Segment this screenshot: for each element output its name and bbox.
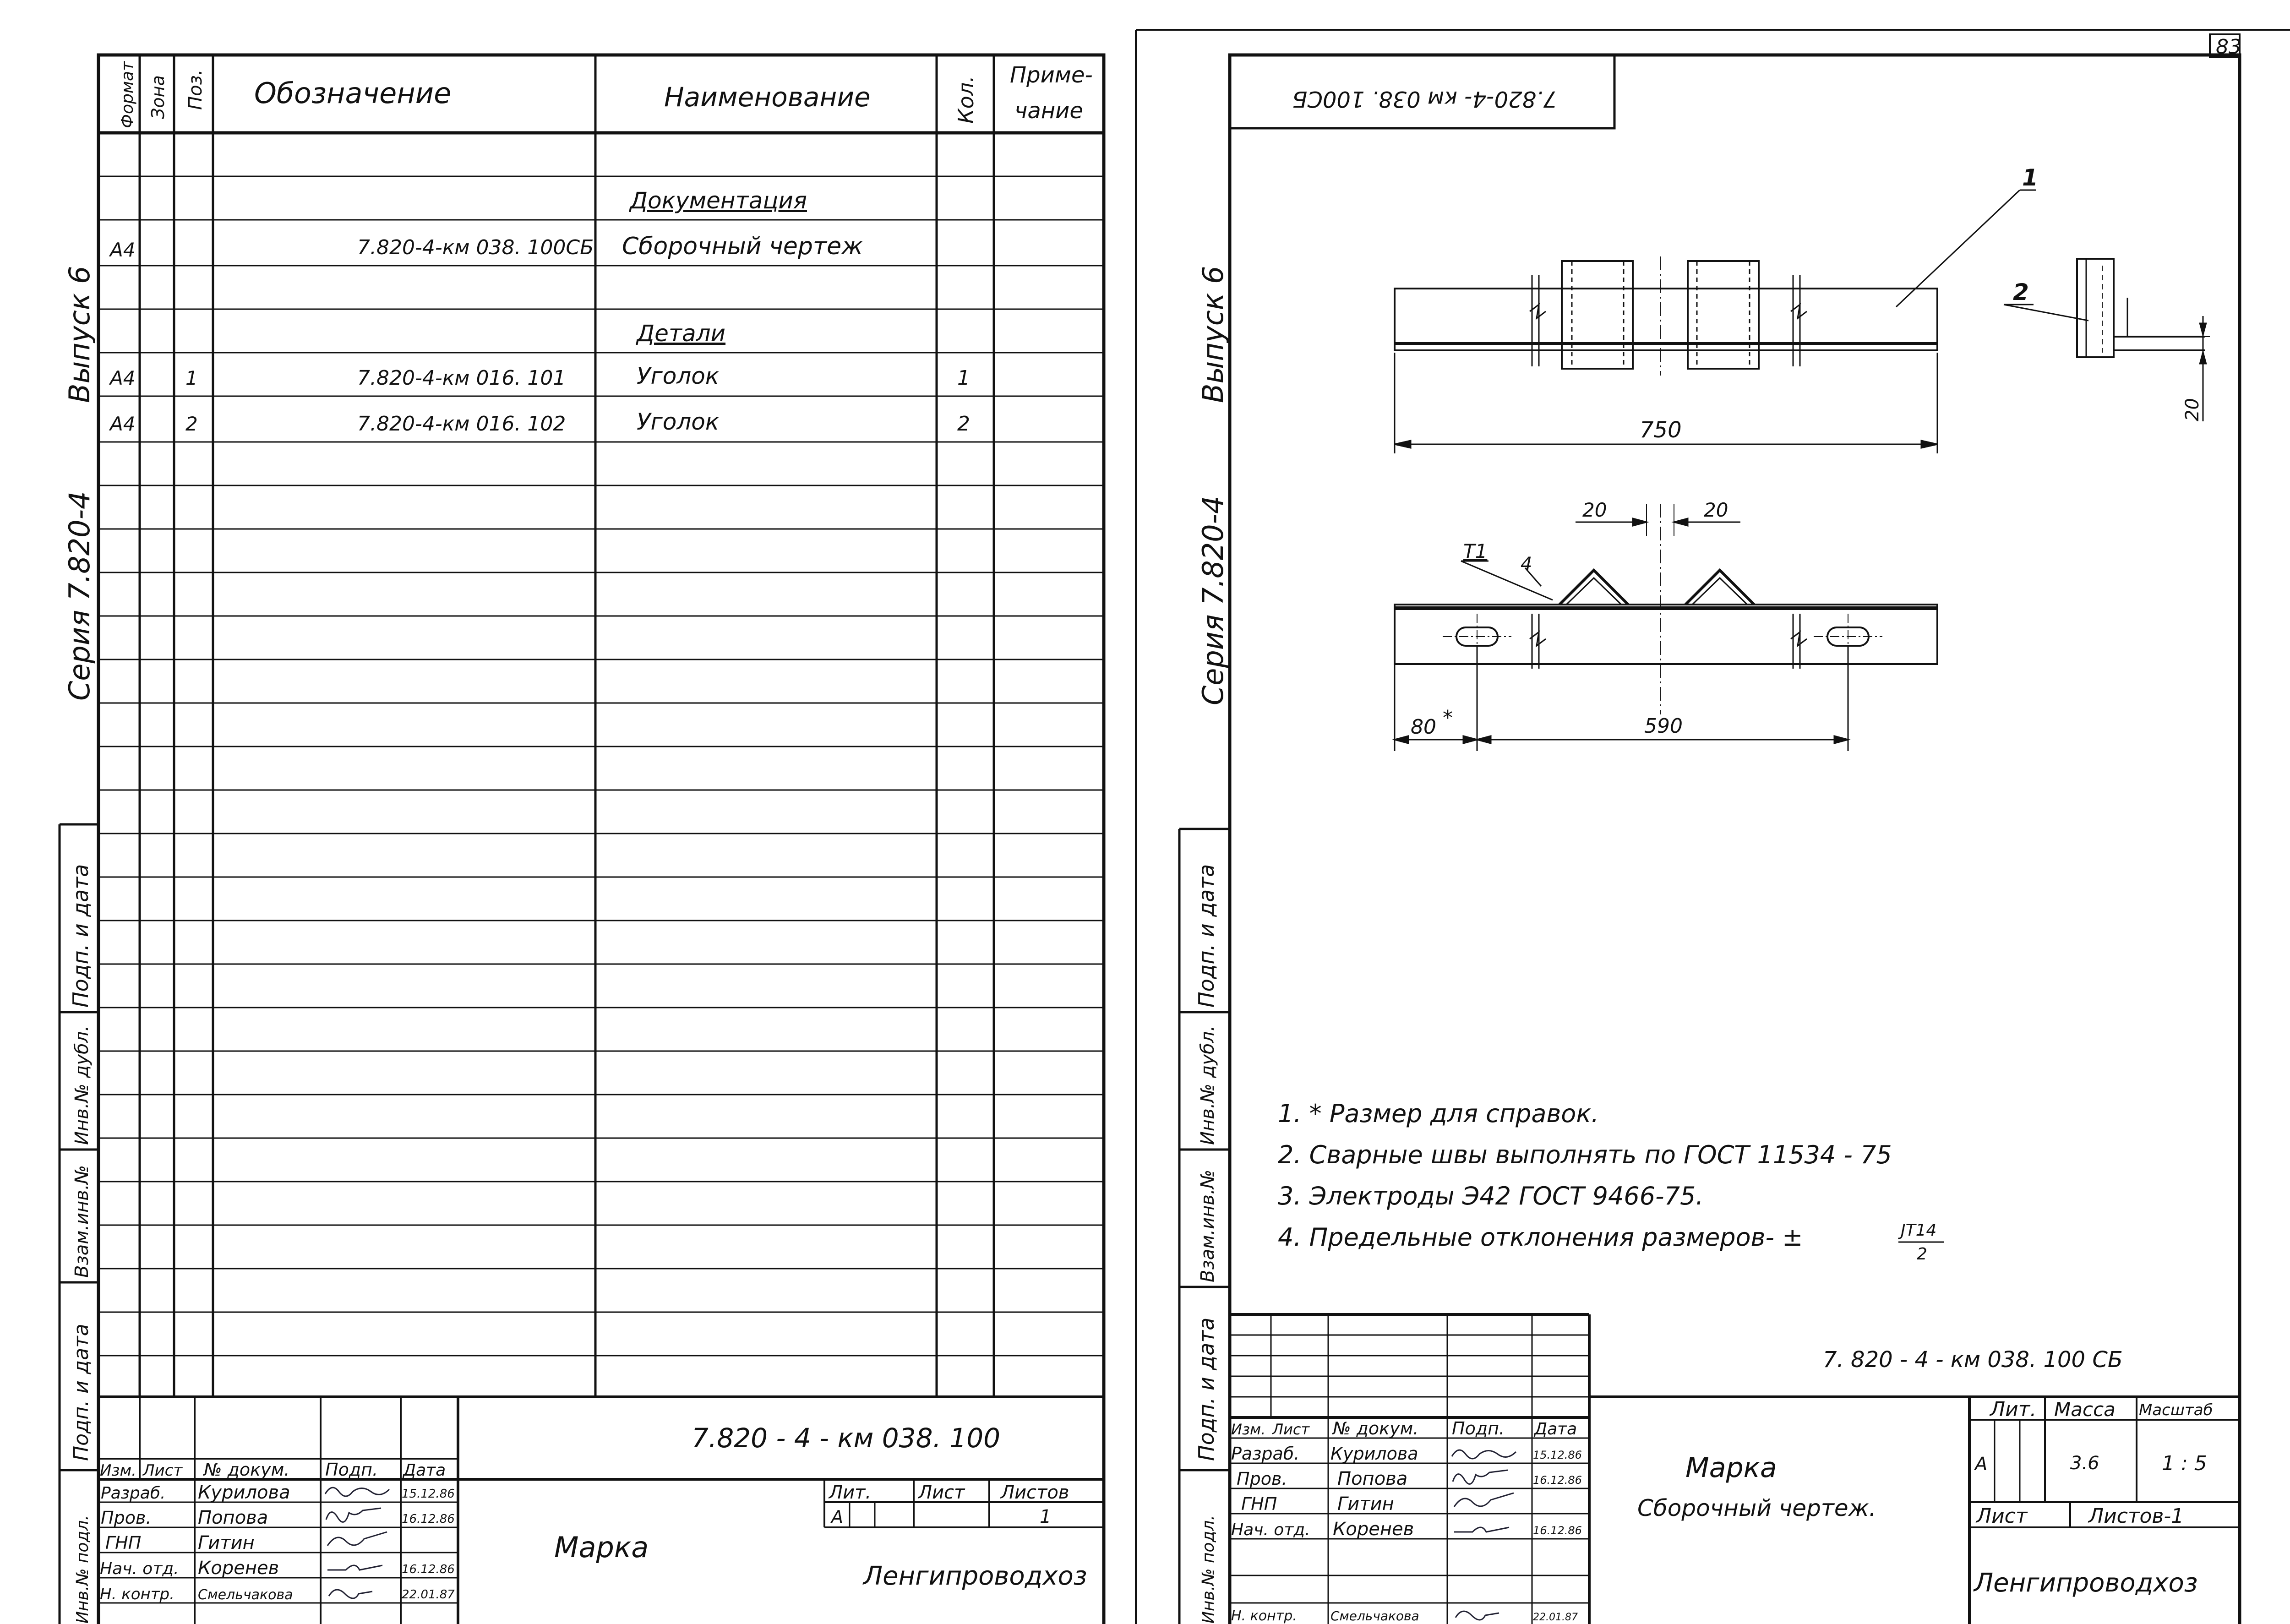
spec-row-name: Уголок: [637, 363, 720, 389]
tb-sheets-label: Листов: [1001, 1482, 1069, 1503]
tb-role: Пров.: [1237, 1469, 1287, 1489]
tb-organization: Ленгипроводхоз: [1974, 1568, 2198, 1598]
tb-role: Нач. отд.: [100, 1559, 179, 1578]
tb-stage-value: А: [831, 1507, 843, 1527]
tb-person-name: Смельчакова: [1330, 1608, 1419, 1624]
tb-header-sign: Подп.: [325, 1460, 378, 1480]
side-text-series: Серия 7.820-4: [1196, 496, 1230, 705]
tb-role: Н. контр.: [1231, 1608, 1297, 1624]
tb-role: Н. контр.: [100, 1585, 174, 1603]
col-header-zone: Зона: [148, 75, 168, 119]
dim-20-side: 20: [2182, 398, 2203, 421]
dim-20-right: 20: [1704, 499, 1728, 521]
doc-code: 7. 820 - 4 - км 038. 100 СБ: [1823, 1347, 2123, 1373]
tb-person-name: Гитин: [198, 1532, 255, 1553]
stamp-field-inv-orig: Инв.№ подл.: [1199, 1515, 1218, 1624]
right-sheet: [1136, 30, 2290, 1624]
stamp-field-inv-orig: Инв.№ подл.: [73, 1515, 92, 1624]
tb-mass-value: 3.6: [2070, 1453, 2099, 1474]
tb-date: 15.12.86: [402, 1487, 455, 1501]
tb-role: Разраб.: [101, 1484, 166, 1503]
spec-row-qty: 1: [957, 366, 970, 390]
tb-scale-value: 1 : 5: [2162, 1452, 2207, 1475]
weld-leg: 4: [1521, 554, 1532, 575]
stamp-field-sign-date: Подп. и дата: [1194, 864, 1219, 1008]
spec-row-lines: [98, 176, 1104, 1356]
tb-sheet-label: Лист: [918, 1482, 965, 1503]
mirrored-code: 7.820-4- км 038. 100СБ: [1292, 86, 1557, 112]
tb-person-name: Попова: [1337, 1468, 1408, 1489]
stamp-field-sign-date: Подп. и дата: [70, 1324, 93, 1461]
spec-section-documentation: Документация: [630, 187, 807, 214]
dim-asterisk: *: [1443, 706, 1453, 730]
dim-590: 590: [1644, 714, 1683, 738]
tb-person-name: Гитин: [1337, 1493, 1394, 1515]
tb-role: Разраб.: [1231, 1444, 1300, 1464]
spec-row-format: А4: [110, 367, 136, 389]
mirrored-code-group: [1292, 86, 1557, 112]
right-frame: [1230, 55, 2240, 1624]
stamp-field-inv-dup: Инв.№ дубл.: [1197, 1025, 1218, 1145]
left-frame: [98, 55, 1104, 1624]
tb-person-name: Смельчакова: [198, 1587, 293, 1603]
tb-person-name: Курилова: [1330, 1444, 1418, 1464]
tb-stage-value: А: [1975, 1454, 1988, 1475]
tb-header-sheet: Лист: [1272, 1421, 1310, 1438]
tb-date: 16.12.86: [1533, 1474, 1582, 1487]
tb-header-sign: Подп.: [1452, 1418, 1505, 1439]
col-header-note-1: Приме-: [1010, 62, 1093, 88]
spec-row-designation: 7.820-4-км 038. 100СБ: [357, 236, 594, 259]
tb-organization: Ленгипроводхоз: [863, 1561, 1087, 1591]
tb-date: 16.12.86: [402, 1563, 455, 1576]
spec-row-name: Сборочный чертеж: [622, 233, 863, 260]
tolerance-denominator: 2: [1917, 1245, 1927, 1264]
tb-person-name: Коренев: [1333, 1519, 1414, 1540]
signatures: [325, 1488, 389, 1598]
left-sheet: [60, 55, 1104, 1624]
tb-product-sub: Сборочный чертеж.: [1637, 1495, 1876, 1521]
tb-person-name: Коренев: [198, 1558, 279, 1579]
spec-row-designation: 7.820-4-км 016. 102: [357, 412, 566, 436]
tb-sheets-label: Листов-1: [2088, 1504, 2184, 1528]
doc-code: 7.820 - 4 - км 038. 100: [692, 1422, 1001, 1454]
col-header-format: Формат: [118, 61, 137, 128]
note-2: 2. Сварные швы выполнять по ГОСТ 11534 - 75: [1278, 1140, 1892, 1169]
tb-header-date: Дата: [403, 1461, 446, 1480]
col-header-designation: Обозначение: [254, 76, 452, 110]
stamp-field-sign-date: Подп. и дата: [1194, 1317, 1219, 1461]
spec-row-format: А4: [110, 413, 136, 435]
tb-stage-label: Лит.: [829, 1482, 872, 1503]
tolerance-numerator: JT14: [1901, 1221, 1937, 1240]
tb-sheet-label: Лист: [1976, 1504, 2028, 1528]
signatures: [1452, 1450, 1516, 1620]
note-3: 3. Электроды Э42 ГОСТ 9466-75.: [1278, 1182, 1704, 1210]
spec-row-pos: 1: [185, 367, 198, 389]
stamp-field-inv-dup: Инв.№ дубл.: [71, 1025, 93, 1145]
tb-person-name: Курилова: [198, 1482, 290, 1503]
tb-header-rev: Изм.: [1231, 1421, 1266, 1438]
note-4: 4. Предельные отклонения размеров- ±: [1278, 1223, 1803, 1252]
tb-header-rev: Изм.: [100, 1461, 136, 1480]
tb-role: ГНП: [1241, 1494, 1277, 1514]
spec-row-format: А4: [110, 239, 136, 261]
spec-column-lines: [98, 55, 1104, 1397]
tb-date: 22.01.87: [402, 1588, 455, 1602]
tb-sheets-value: 1: [1040, 1506, 1052, 1527]
tb-role: Пров.: [101, 1508, 152, 1528]
tb-header-date: Дата: [1534, 1420, 1577, 1439]
tb-person-name: Попова: [198, 1507, 268, 1528]
tb-stage-label: Лит.: [1990, 1398, 2037, 1421]
stamp-field-sign-date: Подп. и дата: [68, 864, 93, 1008]
tb-date: 22.01.87: [1533, 1612, 1578, 1623]
spec-row-name: Уголок: [637, 409, 720, 435]
stamp-field-replace-inv: Взам.инв.№: [1197, 1169, 1218, 1282]
tb-role: Нач. отд.: [1231, 1520, 1310, 1539]
leader-1-label: 1: [2022, 164, 2038, 191]
tb-mass-label: Масса: [2054, 1398, 2116, 1421]
tb-header-sheet: Лист: [143, 1461, 183, 1480]
stamp-field-replace-inv: Взам.инв.№: [71, 1165, 93, 1278]
tb-header-docnum: № докум.: [204, 1460, 290, 1480]
tb-product: Марка: [1685, 1452, 1777, 1484]
dim-20-left: 20: [1582, 499, 1607, 521]
note-1: 1. * Размер для справок.: [1278, 1099, 1599, 1128]
col-header-qty: Кол.: [954, 76, 978, 124]
weld-label: Т1: [1463, 540, 1488, 562]
tb-role: ГНП: [105, 1533, 142, 1553]
tb-product: Марка: [554, 1531, 649, 1564]
side-text-series: Серия 7.820-4: [63, 491, 96, 701]
leader-2-label: 2: [2013, 279, 2029, 305]
tb-header-docnum: № докум.: [1333, 1418, 1419, 1439]
dim-80: 80: [1411, 715, 1436, 739]
spec-row-qty: 2: [957, 412, 970, 436]
page-number: 83: [2216, 35, 2241, 59]
technical-drawing: [1395, 190, 2210, 751]
col-header-name: Наименование: [664, 82, 871, 113]
side-text-issue: Выпуск 6: [1196, 266, 1230, 403]
side-text-issue: Выпуск 6: [63, 266, 96, 403]
spec-section-details: Детали: [637, 320, 726, 347]
col-header-pos: Поз.: [185, 69, 206, 110]
tb-scale-label: Масштаб: [2139, 1401, 2213, 1419]
tb-date: 16.12.86: [402, 1512, 455, 1526]
dim-750: 750: [1640, 417, 1682, 443]
spec-row-designation: 7.820-4-км 016. 101: [357, 366, 566, 390]
spec-row-pos: 2: [185, 413, 198, 435]
col-header-note-2: чание: [1014, 98, 1083, 124]
tb-date: 16.12.86: [1533, 1524, 1582, 1537]
tb-date: 15.12.86: [1533, 1449, 1582, 1461]
